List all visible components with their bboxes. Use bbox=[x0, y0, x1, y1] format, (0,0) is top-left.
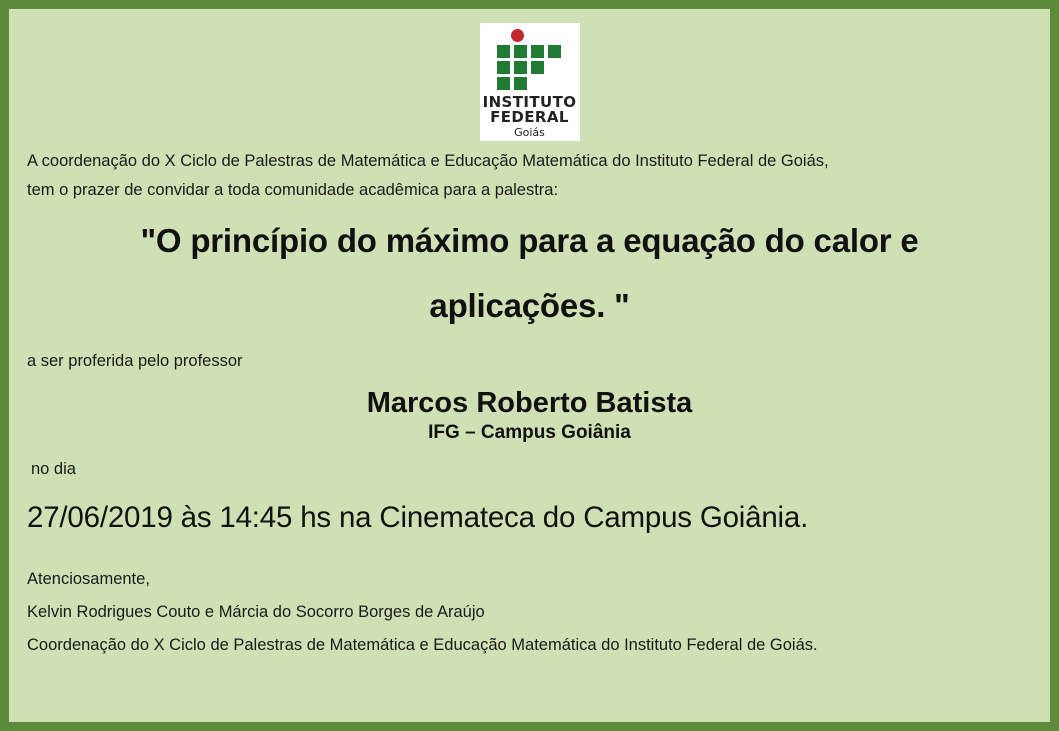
logo-red-dot-icon bbox=[511, 29, 524, 42]
signers: Kelvin Rodrigues Couto e Márcia do Socorro Borges de Araújo bbox=[27, 603, 485, 622]
logo-mark-icon bbox=[497, 29, 563, 91]
speaker-affiliation: IFG – Campus Goiânia bbox=[428, 422, 631, 444]
event-datetime-location: 27/06/2019 às 14:45 hs na Cinemateca do Campus Goiânia. bbox=[27, 501, 809, 535]
organization: Coordenação do X Ciclo de Palestras de Matemática e Educação Matemática do Instituto Federal de Goiás. bbox=[27, 636, 818, 655]
speaker-name: Marcos Roberto Batista bbox=[366, 387, 693, 420]
poster-body bbox=[9, 147, 1050, 662]
logo-wordmark bbox=[483, 95, 577, 138]
closing-salutation: Atenciosamente, bbox=[27, 570, 150, 589]
intro-line-1: A coordenação do X Ciclo de Palestras de Matemática e Educação Matemática do Instituto Federal de Goiás, bbox=[27, 152, 829, 170]
day-label: no dia bbox=[31, 460, 76, 479]
instituto-federal-goias-logo bbox=[480, 23, 580, 141]
talk-title-line-1: "O princípio do máximo para a equação do calor e bbox=[140, 221, 919, 259]
talk-title-line-2: aplicações. " bbox=[429, 286, 630, 324]
logo-line-federal: FEDERAL bbox=[490, 108, 569, 127]
logo-line-instituto: INSTITUTO bbox=[482, 93, 577, 111]
logo-container bbox=[9, 9, 1050, 147]
intro-line-2: tem o prazer de convidar a toda comunidade acadêmica para a palestra: bbox=[27, 180, 559, 199]
speaker-intro: a ser proferida pelo professor bbox=[27, 352, 243, 371]
logo-line-goias: Goiás bbox=[514, 125, 545, 139]
signoff-block bbox=[27, 563, 1032, 662]
